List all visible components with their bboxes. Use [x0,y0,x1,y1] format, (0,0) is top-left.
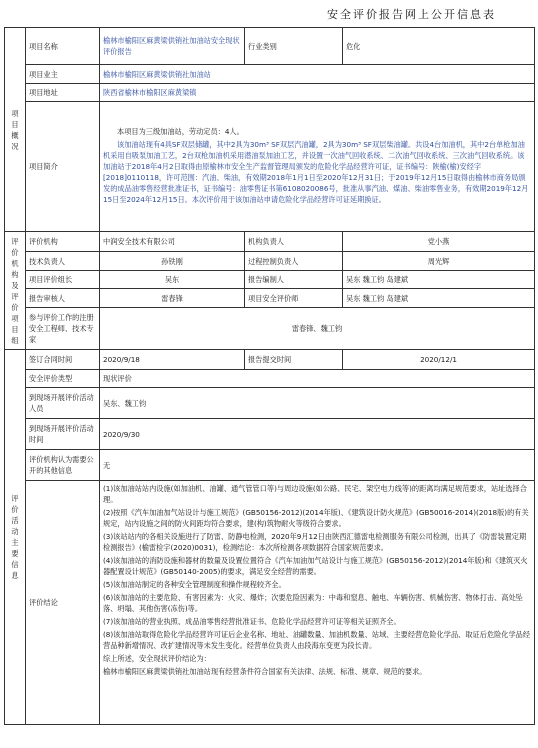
intro-paragraph-1: 本项目为三级加油站，劳动定员：4人。 [117,127,244,136]
conclusion-item: (3)该站站内的各相关设施进行了防雷、防静电检测，2020年9月12日由陕西汇德雷电检测服务有限公司检测，出具了《防雷装置定期检测报告》(榆雷检字(2020)0031)，检测结论：本次所检测各项数据符合国家规范要求。 [103,532,527,552]
org-value: 中润安全技术有限公司 [100,232,245,252]
owner-label: 项目业主 [26,65,100,84]
conclusion-item: (7)该加油站的营业执照、成品油零售经营批准证书、危险化学品经营许可证等相关证照齐全。 [103,617,401,626]
intro-paragraph-2: 该加油站现有4具SF双层储罐，其中2具为30m³ SF双层汽油罐，2具为30m³ SF双层柴油罐。共设4台加油机，其中2台单枪加油机采用自吸泵加油工艺，2台双枪加油机采用潜油泵加油工艺，并设置一次油气回收系统、二次油气回收系统、三次油气回收系统。该加油站于2018年4月2日取得由原榆林市安全生产监督管理局颁发的危险化学品经营许可证，证书编号：陕榆(榆)安经字[2018]0110118，许可范围：汽油、柴油，有效期2018年1月1日至2020年12月31日；于2019年12月15日取得由榆林市商务局颁发的成品油零售经营批准证书，证书编号：油零售证书第6108020086号，批准从事汽油、煤油、柴油零售业务，有效期2019年12月15日至2024年12月15日。本次评价用于该加油站申请危险化学品经营许可证延期换证。 [103,140,529,204]
report-reviewer-label: 报告审核人 [26,289,100,308]
assessors-label: 项目安全评价师 [245,289,343,308]
process-ctrl-value: 周光辉 [343,252,535,271]
conclusion-item: (6)该加油站的主要危险、有害因素为：火灾、爆炸；次要危险因素为：中毒和窒息、触电、车辆伤害、机械伤害、物体打击、高处坠落、坍塌、其他伤害(冻伤)等。 [103,593,523,613]
site-time-label: 到现场开展评价活动时间 [26,419,100,450]
address-label: 项目地址 [26,84,100,102]
org-head-label: 机构负责人 [245,232,343,252]
section-project-overview: 项目概况 [5,28,26,232]
other-info-value: 无 [100,450,535,481]
report-reviewer-value: 雷春锋 [100,289,245,308]
process-ctrl-label: 过程控制负责人 [245,252,343,271]
conclusion-label: 评价结论 [26,481,100,725]
contract-date-value: 2020/9/18 [100,350,245,370]
conclusion-item: (4)该加油站的消防设施和器材的数量及设置位置符合《汽车加油加气站设计与施工规范》(GB50156-2012)(2014年版)和《建筑灭火器配置设计规范》(GB50140-2005)的要求，满足安全经营的需要。 [103,556,528,576]
owner-value: 榆林市榆阳区麻黄梁供销社加油站 [100,65,535,84]
conclusion-summary: 综上所述，安全现状评价结论为： [103,654,211,663]
org-label: 评价机构 [26,232,100,252]
intro-cell [100,102,535,232]
assessors-value: 吴东 魏工钧 岛建斌 [343,289,535,308]
report-submit-label: 报告提交时间 [245,350,343,370]
conclusion-item: (1)该加油站站内设施(如加油机、油罐、通气管管口等)与周边设施(如公路、民宅、架空电力线等)的距离均满足规范要求，站址选择合理。 [103,484,527,504]
industry-label: 行业类别 [245,28,343,65]
tech-head-label: 技术负责人 [26,252,100,271]
report-writer-value: 吴东 魏工钧 岛建斌 [343,271,535,289]
project-name-value: 榆林市榆阳区麻黄梁供销社加油站安全现状评价报告 [100,28,245,65]
site-time-value: 2020/9/30 [100,419,535,450]
conclusion-cell [100,481,535,725]
conclusion-item: (5)该加油站制定的各种安全管理制度和操作规程较齐全。 [103,580,286,589]
other-info-label: 评价机构认为需要公开的其他信息 [26,450,100,481]
section-activity: 评价活动主要信息 [5,350,26,725]
report-submit-value: 2020/12/1 [343,350,535,370]
org-head-value: 党小燕 [343,232,535,252]
conclusion-item: (2)按照《汽车加油加气站设计与施工规范》(GB50156-2012)(2014年版)、《建筑设计防火规范》(GB50016-2014)(2018版)的有关规定，站内设施之间的防火间距均符合要求，建(构)筑物耐火等级符合要求。 [103,508,529,528]
conclusion-item: (8)该加油站取得危险化学品经营许可证后企业名称、地址、油罐数量、加油机数量、站域、主要经营危险化学品、取证后危险化学品经营品种新增情况、改扩建情况等未发生变化。经营单位负责人由段海东变更为段长青。 [103,630,531,650]
form-title: 安全评价报告网上公开信息表 [327,8,496,21]
report-writer-label: 报告编制人 [245,271,343,289]
industry-value: 危化 [343,28,535,65]
site-staff-label: 到现场开展评价活动人员 [26,388,100,419]
conclusion-final: 榆林市榆阳区麻黄梁供销社加油站现有经营条件符合国家有关法律、法规、标准、规章、规范的要求。 [103,667,427,676]
section-institution: 评价机构及评价项目组 [5,232,26,350]
tech-head-value: 孙铁刚 [100,252,245,271]
address-value: 陕西省榆林市榆阳区麻黄梁镇 [100,84,535,102]
participants-value: 雷春锋、魏工钧 [100,308,535,350]
eval-type-value: 现状评价 [100,370,535,388]
participants-label: 参与评价工作的注册安全工程师、技术专家 [26,308,100,350]
project-name-label: 项目名称 [26,28,100,65]
intro-label: 项目简介 [26,102,100,232]
eval-type-label: 安全评价类型 [26,370,100,388]
team-lead-label: 项目评价组长 [26,271,100,289]
site-staff-value: 吴东、魏工钧 [100,388,535,419]
contract-date-label: 签订合同时间 [26,350,100,370]
info-table [4,27,535,725]
team-lead-value: 吴东 [100,271,245,289]
